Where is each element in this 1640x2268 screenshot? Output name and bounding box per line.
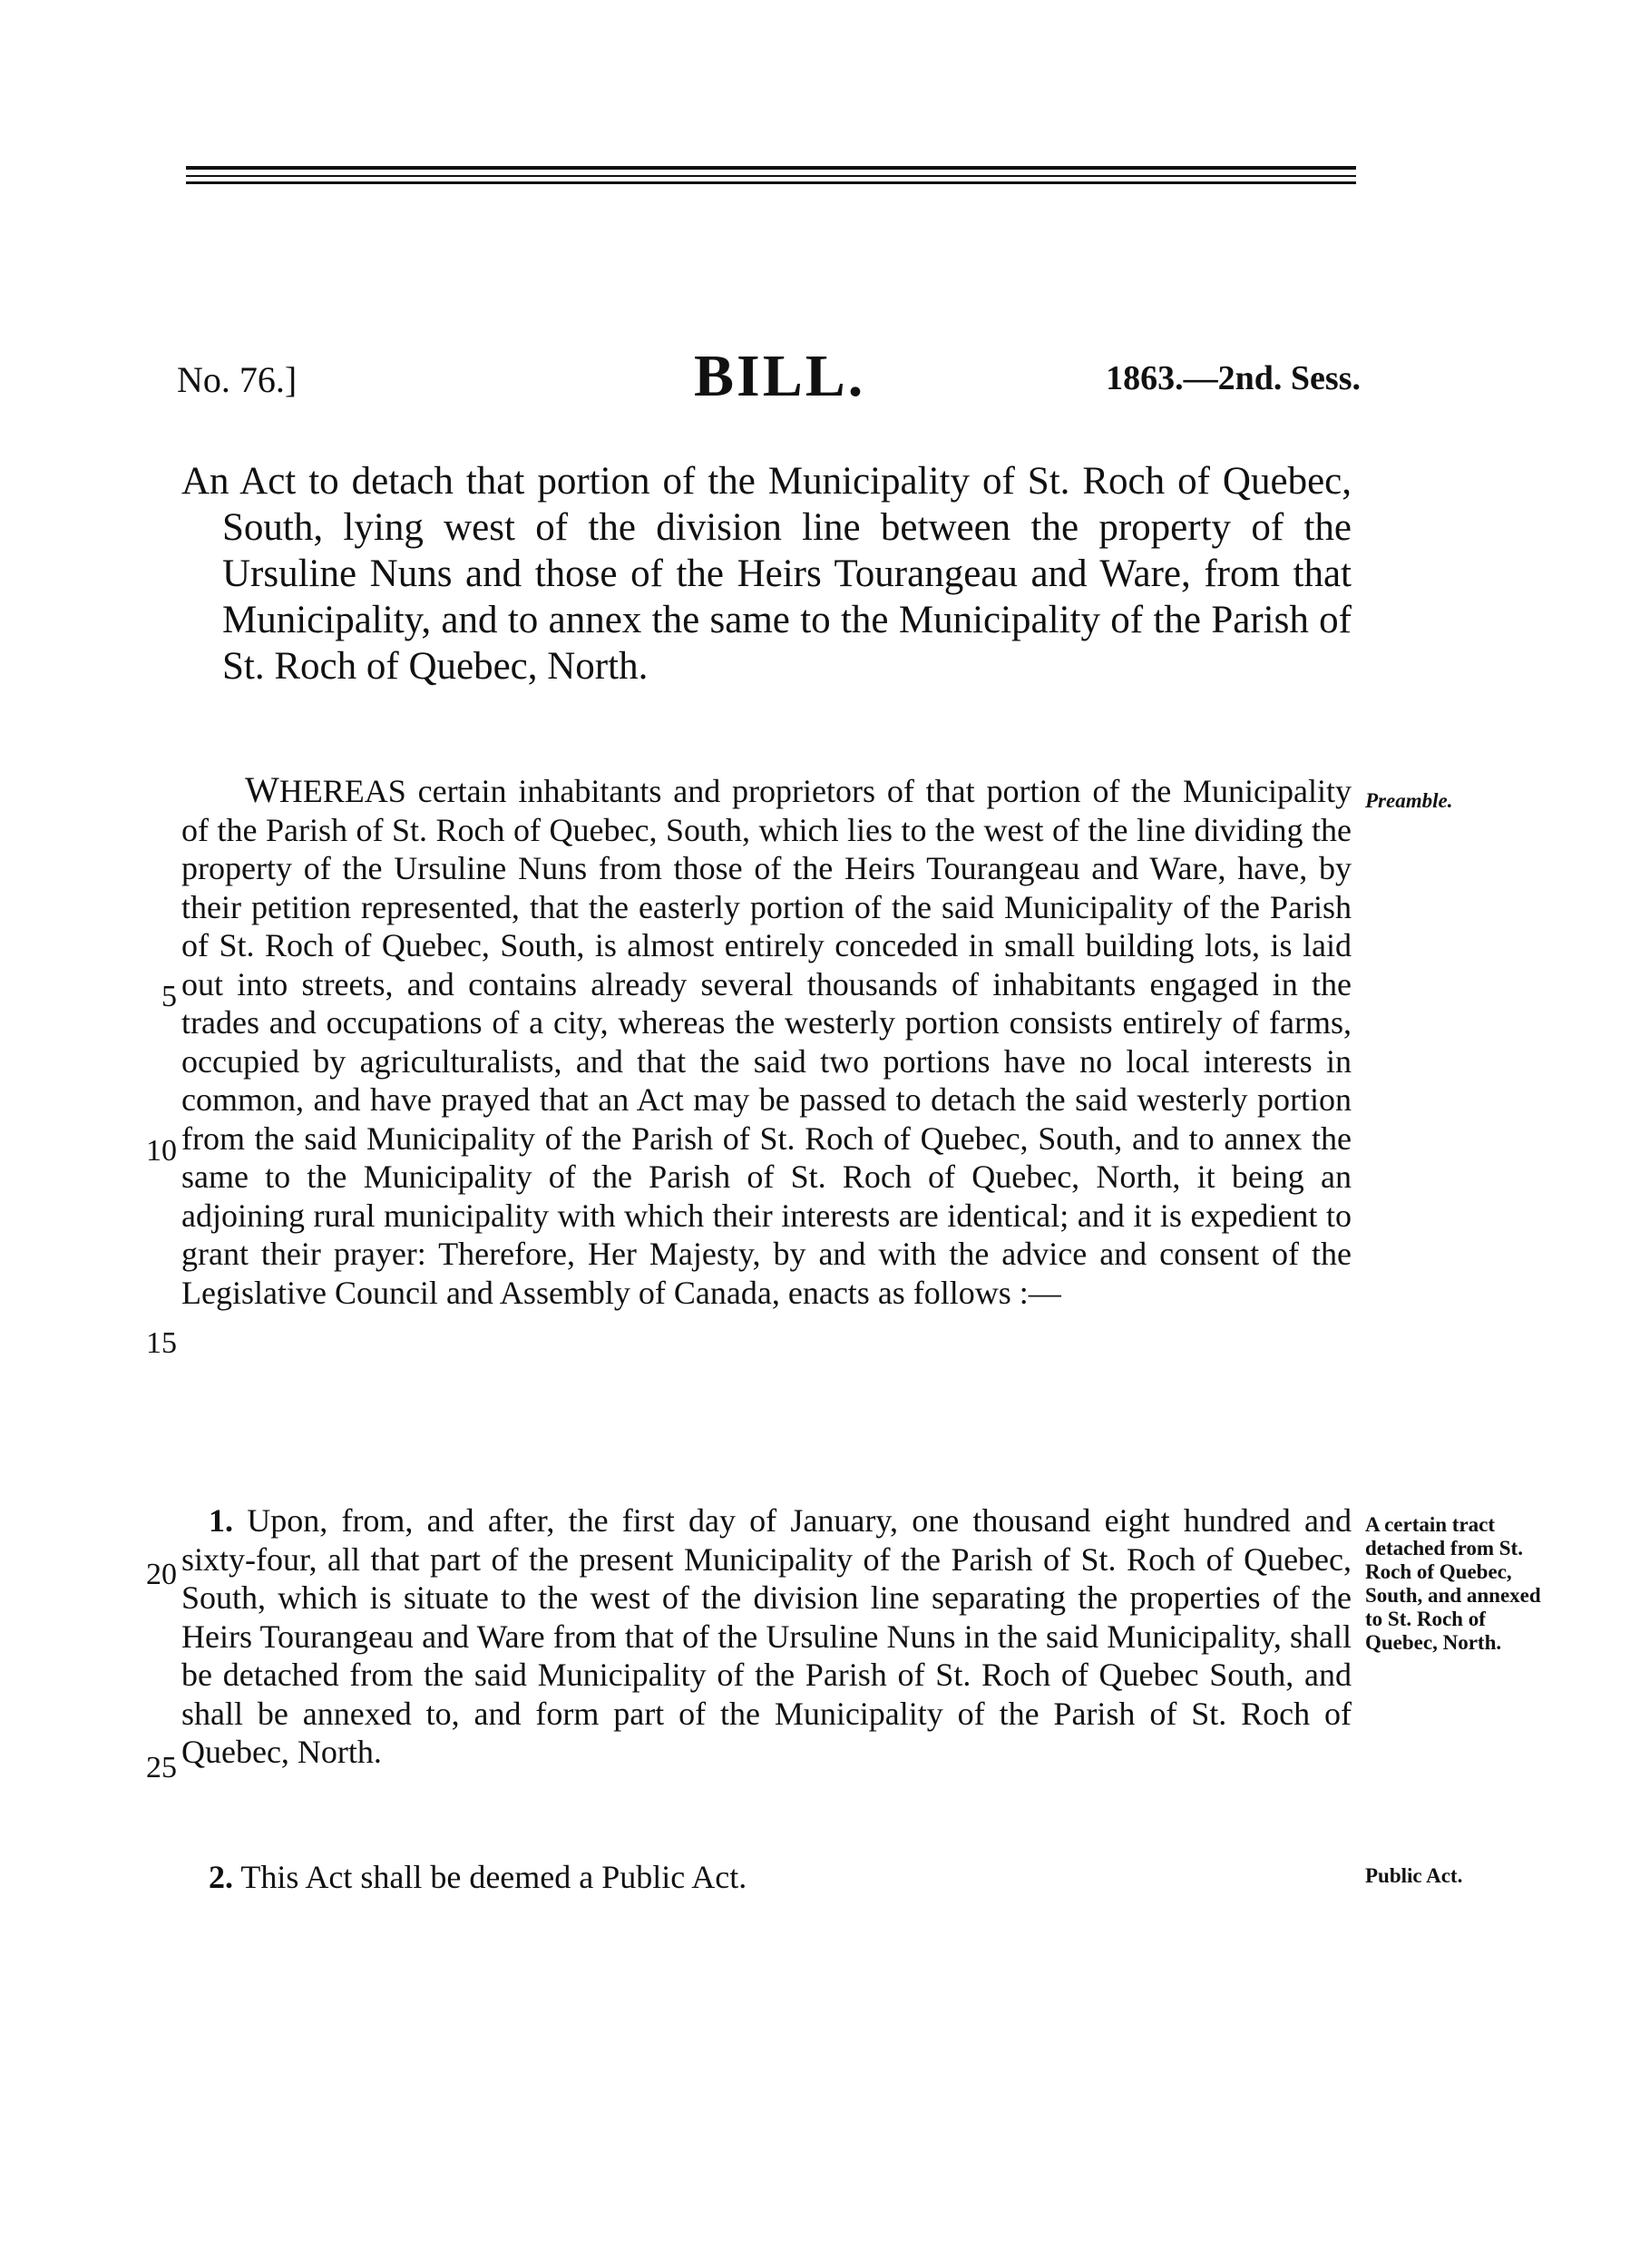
bill-header: [177, 343, 1361, 422]
margin-note-preamble: Preamble.: [1365, 789, 1453, 812]
section-2: [181, 1858, 1352, 1897]
line-number: 15: [146, 1326, 177, 1360]
section-text: Upon, from, and after, the first day of January, one thousand eight hundred and sixty-four, all that part of the present Municipality of the Parish of St. Roch of Quebec, South, which is situate to the west of the division line separating the properties of the Heirs Tourangeau and Ware from that of the Ursuline Nuns in the said Municipality, shall be detached from the said Municipality of the Parish of St. Roch of Quebec South, and shall be annexed to, and form part of the Municipality of the Parish of St. Roch of Quebec, North.: [181, 1502, 1352, 1770]
preamble-text: HEREAS certain inhabitants and proprietors of that portion of the Municipality of the Parish of St. Roch of Quebec, South, which lies to the west of the line dividing the property of the Ursuline Nuns from those of the Heirs Tourangeau and Ware, have, by their petition represented, that the easterly portion of the said Municipality of the Parish of St. Roch of Quebec, South, is almost entirely conceded in small building lots, is laid out into streets, and contains already several thousands of inhabitants engaged in the trades and occupations of a city, whereas the westerly portion consists entirely of farms, occupied by agriculturalists, and that the said two portions have no local interests in common, and have prayed that an Act may be passed to detach the said westerly portion from the said Municipality of the Parish of St. Roch of Quebec, South, and to annex the same to the Municipality of the Parish of St. Roch of Quebec, North, it being an adjoining rural municipality with which their interests are identical; and it is expedient to grant their prayer: Therefore, Her Majesty, by and with the advice and consent of the Legislative Council and Assembly of Canada, enacts as follows :—: [181, 773, 1352, 1311]
bill-number: No. 76.]: [177, 359, 298, 400]
section-number: 1.: [209, 1502, 233, 1539]
line-number: 25: [146, 1751, 177, 1784]
line-number: 10: [146, 1134, 177, 1168]
section-text: This Act shall be deemed a Public Act.: [240, 1859, 747, 1895]
top-rule: [186, 166, 1356, 170]
margin-note-section-2: Public Act.: [1365, 1864, 1463, 1887]
preamble-drop-letter: W: [245, 769, 279, 810]
top-rule: [186, 181, 1356, 184]
section-1: [181, 1501, 1352, 1772]
bill-title: BILL.: [694, 343, 866, 409]
line-number: 20: [146, 1558, 177, 1591]
preamble-paragraph: [181, 771, 1352, 1312]
margin-note-section-1: A certain tract detached from St. Roch of Quebec, South, and annexed to St. Roch of Quebec, North.: [1365, 1513, 1541, 1654]
top-rule: [186, 175, 1356, 177]
section-number: 2.: [209, 1859, 233, 1895]
bill-session: 1863.—2nd. Sess.: [1106, 359, 1361, 397]
line-number: 5: [161, 980, 177, 1013]
act-title: An Act to detach that portion of the Municipality of St. Roch of Quebec, South, lying west of the division line between the property of the Ursuline Nuns and those of the Heirs Tourangeau and Ware, from that Municipality, and to annex the same to the Municipality of the Parish of St. Roch of Quebec, North.: [181, 460, 1352, 688]
